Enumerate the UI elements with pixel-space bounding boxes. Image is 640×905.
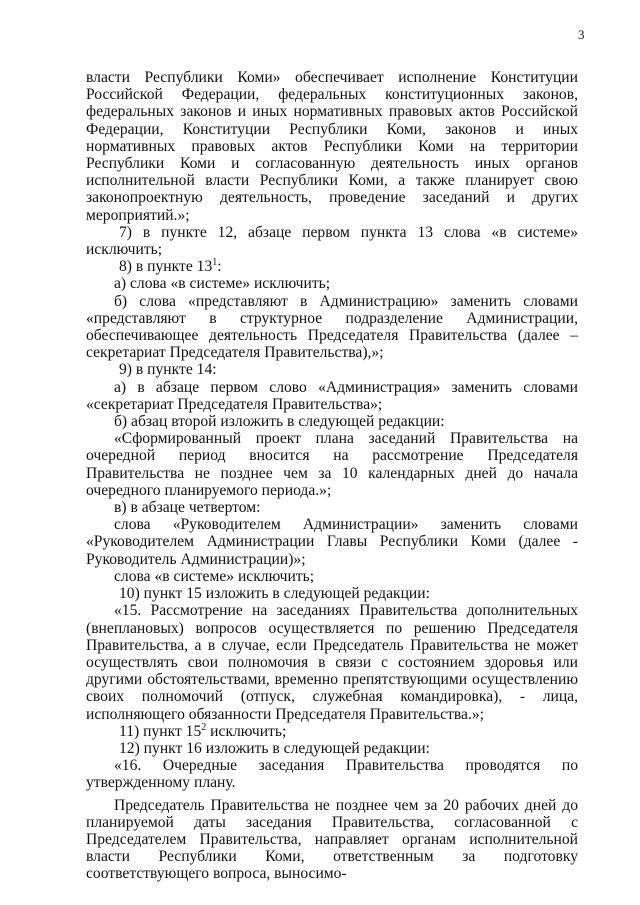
paragraph-11: слова «Руководителем Администрации» заменить словами «Руководителем Администрации Главы Республики Коми (далее - Руководитель Администрации)»;	[86, 516, 578, 568]
paragraph-18: Председатель Правительства не позднее чем за 20 рабочих дней до планируемой даты заседания Правительства, согласованной с Председателем Правительства, направляет органам исполнительной власти Республики Коми, ответственным за подготовку соответствующего вопроса, выносимо-	[86, 796, 578, 883]
page-number: 3	[578, 27, 585, 42]
paragraph-5: б) слова «представляют в Администрацию» заменить словами «представляют в структурное подразделение Администрации, обеспечивающее деятельность Председателя Правительства (далее – секретариат Председателя Правительства),»;	[86, 292, 578, 362]
paragraph-15	[86, 723, 578, 740]
superscript: 1	[212, 257, 218, 269]
paragraph-14: «15. Рассмотрение на заседаниях Правительства дополнительных (внеплановых) вопросов осуществляется по решению Председателя Правительства, а в случае, если Председатель Правительства не может осуществлять свои полномочия в связи с состоянием здоровья или другими обстоятельствами, временно препятствующими осуществлению своих полномочий (отпуск, служебная командировка), - лица, исполняющего обязанности Председателя Правительства.»;	[86, 602, 578, 723]
paragraph-15-suffix: исключить;	[206, 722, 287, 740]
paragraph-12: слова «в системе» исключить;	[114, 567, 315, 585]
paragraph-3-text: 8) в пункте 13	[119, 258, 213, 276]
paragraph-8: б) абзац второй изложить в следующей редакции:	[114, 413, 445, 431]
paragraph-10: в) в абзаце четвертом:	[114, 499, 261, 517]
paragraph-3	[86, 258, 578, 275]
paragraph-13: 10) пункт 15 изложить в следующей редакции:	[119, 585, 430, 603]
paragraph-17: «16. Очередные заседания Правительства проводятся по утвержденному плану.	[86, 757, 578, 792]
paragraph-3-suffix: :	[217, 258, 222, 276]
paragraph-4: а) слова «в системе» исключить;	[114, 275, 331, 293]
paragraph-2: 7) в пункте 12, абзаце первом пункта 13 слова «в системе» исключить;	[86, 223, 578, 259]
document-body	[86, 69, 578, 883]
paragraph-1: власти Республики Коми» обеспечивает исполнение Конституции Российской Федерации, федеральных конституционных законов, федеральных законов и иных нормативных правовых актов Российской Федерации, Конституции Республики Коми, законов и иных нормативных правовых актов Республики Коми на территории Республики Коми и согласованную деятельность иных органов исполнительной власти Республики Коми, а также планирует свою законопроектную деятельность, проведение заседаний и других мероприятий.»;	[86, 69, 578, 224]
paragraph-9: «Сформированный проект плана заседаний Правительства на очередной период вносится на рассмотрение Председателя Правительства не позднее чем за 10 календарных дней до начала очередного планируемого периода.»;	[86, 430, 578, 499]
paragraph-15-text: 11) пункт 15	[119, 722, 202, 740]
paragraph-6: 9) в пункте 14:	[119, 361, 217, 379]
paragraph-7: а) в абзаце первом слово «Администрация» заменить словами «секретариат Председателя Правительства»;	[86, 378, 578, 413]
paragraph-16: 12) пункт 16 изложить в следующей редакции:	[119, 739, 430, 757]
superscript: 2	[201, 721, 207, 733]
